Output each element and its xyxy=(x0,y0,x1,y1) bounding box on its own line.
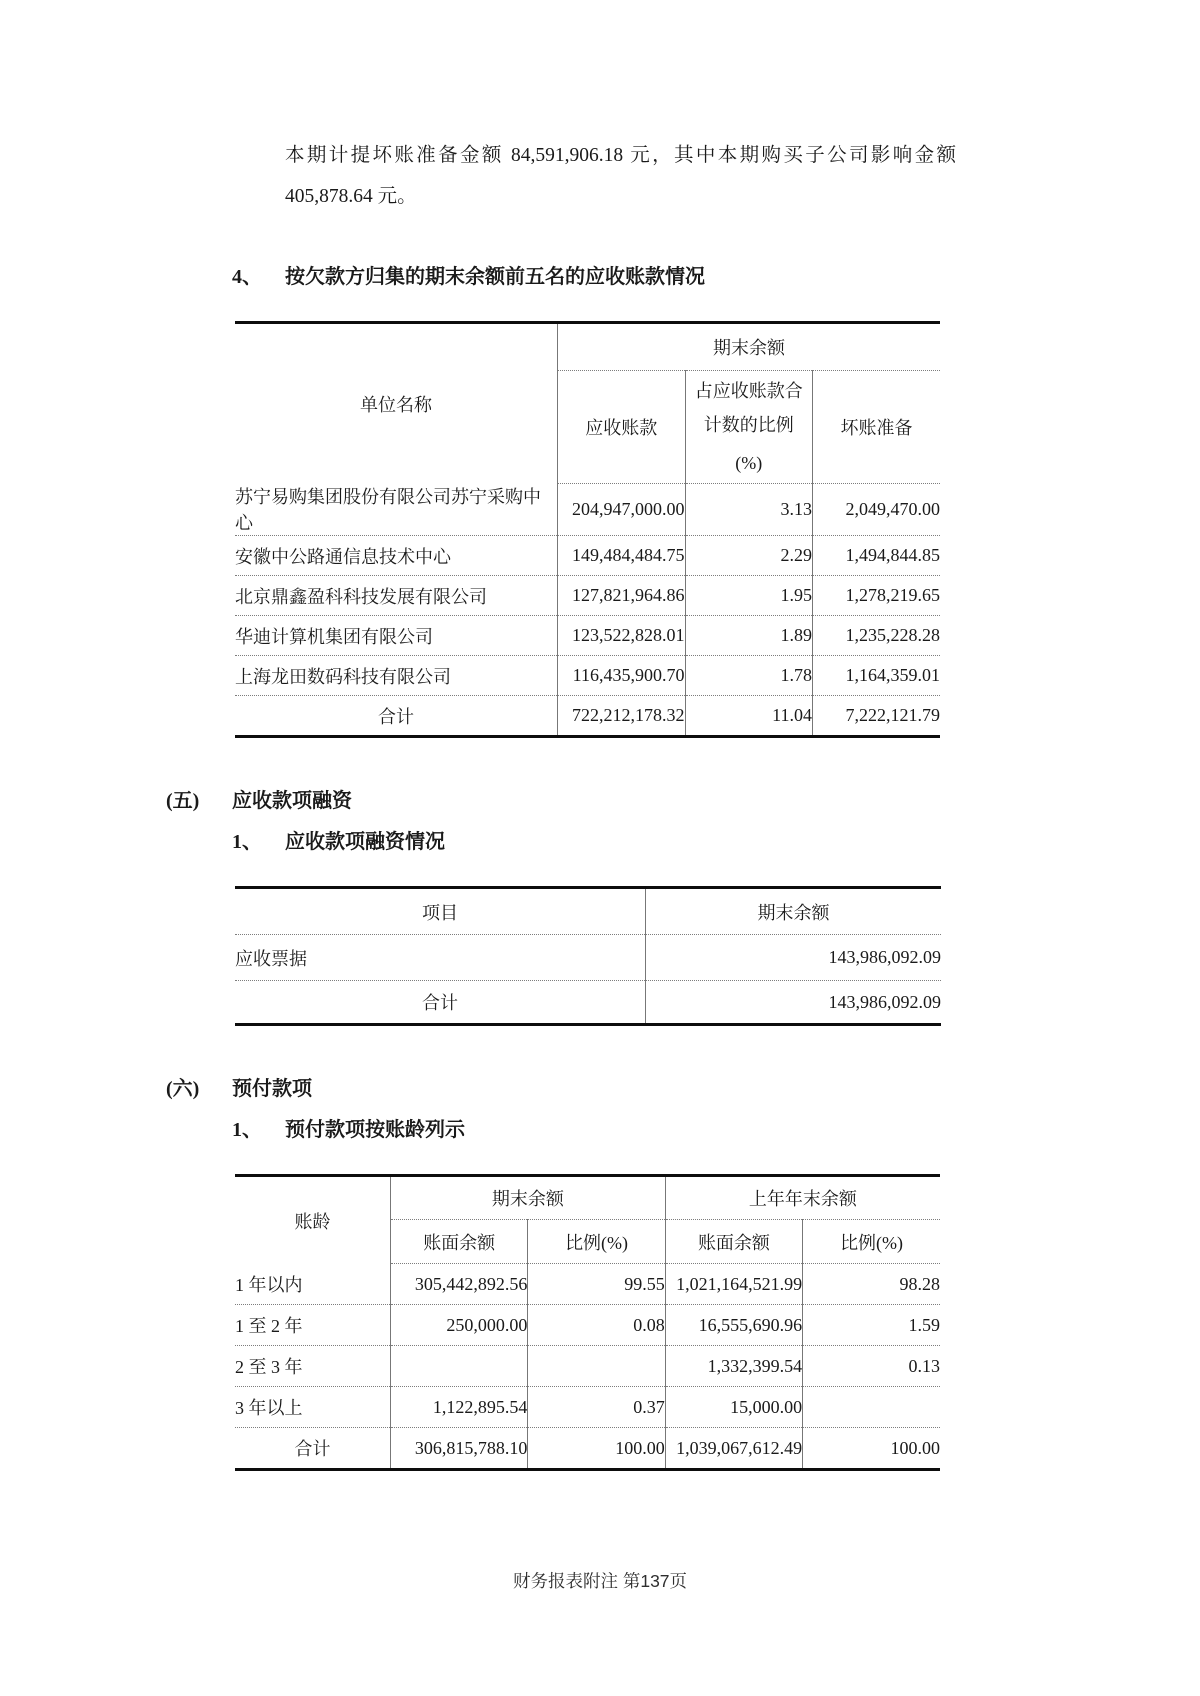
cell-ratio: 2.29 xyxy=(685,536,813,576)
cell-total-label: 合计 xyxy=(378,706,414,727)
section-title: 预付款项 xyxy=(232,1078,312,1101)
cell-end-book: 250,000.00 xyxy=(391,1305,528,1346)
cell-prior-book: 1,021,164,521.99 xyxy=(665,1264,802,1305)
cell-bad-debt: 1,278,219.65 xyxy=(813,576,941,616)
table-row xyxy=(235,1264,940,1305)
receivables-financing-table xyxy=(235,886,941,1026)
col-header-ratio: 比例(%) xyxy=(803,1220,940,1264)
table-row xyxy=(235,1387,940,1428)
section-number: (六) xyxy=(166,1078,200,1101)
intro-paragraph xyxy=(285,136,956,218)
table-row xyxy=(235,935,941,981)
cell-bad-debt: 7,222,121.79 xyxy=(813,696,941,737)
col-header-ratio: 比例(%) xyxy=(528,1220,665,1264)
table-row xyxy=(235,483,940,536)
table-row xyxy=(235,576,940,616)
section6-heading xyxy=(0,1074,1200,1105)
col-group-prior-year-balance: 上年年末余额 xyxy=(665,1176,940,1220)
section-title: 预付款项按账龄列示 xyxy=(285,1119,465,1142)
section6-subheading xyxy=(0,1115,1200,1146)
cell-prior-ratio: 100.00 xyxy=(803,1428,940,1470)
cell-ratio: 3.13 xyxy=(685,483,813,536)
cell-ratio: 1.95 xyxy=(685,576,813,616)
table-row xyxy=(235,616,940,656)
cell-amount: 143,986,092.09 xyxy=(646,935,942,981)
col-header-book-balance: 账面余额 xyxy=(665,1220,802,1264)
section-number: (五) xyxy=(166,790,200,813)
col-header-ratio-unit: (%) xyxy=(735,452,763,473)
cell-receivable: 116,435,900.70 xyxy=(558,656,686,696)
cell-receivable: 123,522,828.01 xyxy=(558,616,686,656)
cell-aging: 2 至 3 年 xyxy=(235,1346,391,1387)
section-number: 4、 xyxy=(232,265,262,288)
receivables-top5-table xyxy=(235,321,940,739)
cell-unit-name: 安徽中公路通信息技术中心 xyxy=(235,536,558,576)
cell-total-label: 合计 xyxy=(422,993,458,1014)
table-row xyxy=(235,1346,940,1387)
section-number: 1、 xyxy=(232,1119,262,1142)
section4-heading xyxy=(0,262,1200,293)
cell-end-book: 1,122,895.54 xyxy=(391,1387,528,1428)
cell-end-ratio: 100.00 xyxy=(528,1428,665,1470)
cell-item: 应收票据 xyxy=(235,935,646,981)
prepayments-aging-table xyxy=(235,1174,940,1471)
cell-unit-name: 北京鼎鑫盈科科技发展有限公司 xyxy=(235,576,558,616)
cell-prior-book: 16,555,690.96 xyxy=(665,1305,802,1346)
col-header-ratio-label: 占应收账款合计数的比例 xyxy=(694,380,803,435)
cell-unit-name: 苏宁易购集团股份有限公司苏宁采购中心 xyxy=(235,483,558,536)
col-group-end-balance: 期末余额 xyxy=(391,1176,666,1220)
cell-prior-ratio: 98.28 xyxy=(803,1264,940,1305)
table-row xyxy=(235,536,940,576)
section5-subheading xyxy=(0,827,1200,858)
cell-bad-debt: 1,494,844.85 xyxy=(813,536,941,576)
table-row xyxy=(235,1305,940,1346)
cell-end-book: 306,815,788.10 xyxy=(391,1428,528,1470)
cell-bad-debt: 1,235,228.28 xyxy=(813,616,941,656)
cell-receivable: 204,947,000.00 xyxy=(558,483,686,536)
col-header-end-balance: 期末余额 xyxy=(646,888,942,935)
cell-prior-ratio: 1.59 xyxy=(803,1305,940,1346)
cell-end-ratio xyxy=(528,1346,665,1387)
section-title: 应收款项融资 xyxy=(232,790,352,813)
cell-prior-book: 15,000.00 xyxy=(665,1387,802,1428)
cell-prior-ratio: 0.13 xyxy=(803,1346,940,1387)
col-header-ratio xyxy=(685,370,813,483)
cell-unit-name: 上海龙田数码科技有限公司 xyxy=(235,656,558,696)
section-title: 应收款项融资情况 xyxy=(285,831,445,854)
cell-end-ratio: 99.55 xyxy=(528,1264,665,1305)
cell-aging: 3 年以上 xyxy=(235,1387,391,1428)
cell-total-label: 合计 xyxy=(294,1439,331,1460)
cell-ratio: 1.78 xyxy=(685,656,813,696)
cell-aging: 1 至 2 年 xyxy=(235,1305,391,1346)
cell-prior-ratio xyxy=(803,1387,940,1428)
cell-amount: 143,986,092.09 xyxy=(646,981,942,1025)
cell-unit-name: 华迪计算机集团有限公司 xyxy=(235,616,558,656)
cell-bad-debt: 1,164,359.01 xyxy=(813,656,941,696)
cell-end-book xyxy=(391,1346,528,1387)
col-header-aging: 账龄 xyxy=(294,1211,331,1232)
intro-line-1: 本期计提坏账准备金额 84,591,906.18 元，其中本期购买子公司影响金额 xyxy=(285,145,956,166)
col-header-receivable: 应收账款 xyxy=(558,370,686,483)
col-header-bad-debt: 坏账准备 xyxy=(813,370,941,483)
page-footer: 财务报表附注 第137页 xyxy=(512,1571,688,1591)
section-number: 1、 xyxy=(232,831,262,854)
table-total-row xyxy=(235,1428,940,1470)
col-header-book-balance: 账面余额 xyxy=(391,1220,528,1264)
cell-ratio: 11.04 xyxy=(685,696,813,737)
section-title: 按欠款方归集的期末余额前五名的应收账款情况 xyxy=(285,265,705,288)
cell-prior-book: 1,039,067,612.49 xyxy=(665,1428,802,1470)
cell-end-ratio: 0.37 xyxy=(528,1387,665,1428)
col-group-end-balance: 期末余额 xyxy=(558,322,941,370)
cell-receivable: 149,484,484.75 xyxy=(558,536,686,576)
cell-ratio: 1.89 xyxy=(685,616,813,656)
col-header-unit-name: 单位名称 xyxy=(360,394,432,415)
cell-aging: 1 年以内 xyxy=(235,1264,391,1305)
section5-heading xyxy=(0,786,1200,817)
table-total-row xyxy=(235,696,940,737)
table-total-row xyxy=(235,981,941,1025)
cell-bad-debt: 2,049,470.00 xyxy=(813,483,941,536)
intro-line-2: 405,878.64 元。 xyxy=(285,185,417,207)
cell-prior-book: 1,332,399.54 xyxy=(665,1346,802,1387)
cell-end-ratio: 0.08 xyxy=(528,1305,665,1346)
cell-end-book: 305,442,892.56 xyxy=(391,1264,528,1305)
cell-receivable: 722,212,178.32 xyxy=(558,696,686,737)
cell-receivable: 127,821,964.86 xyxy=(558,576,686,616)
col-header-item: 项目 xyxy=(235,888,646,935)
table-row xyxy=(235,656,940,696)
